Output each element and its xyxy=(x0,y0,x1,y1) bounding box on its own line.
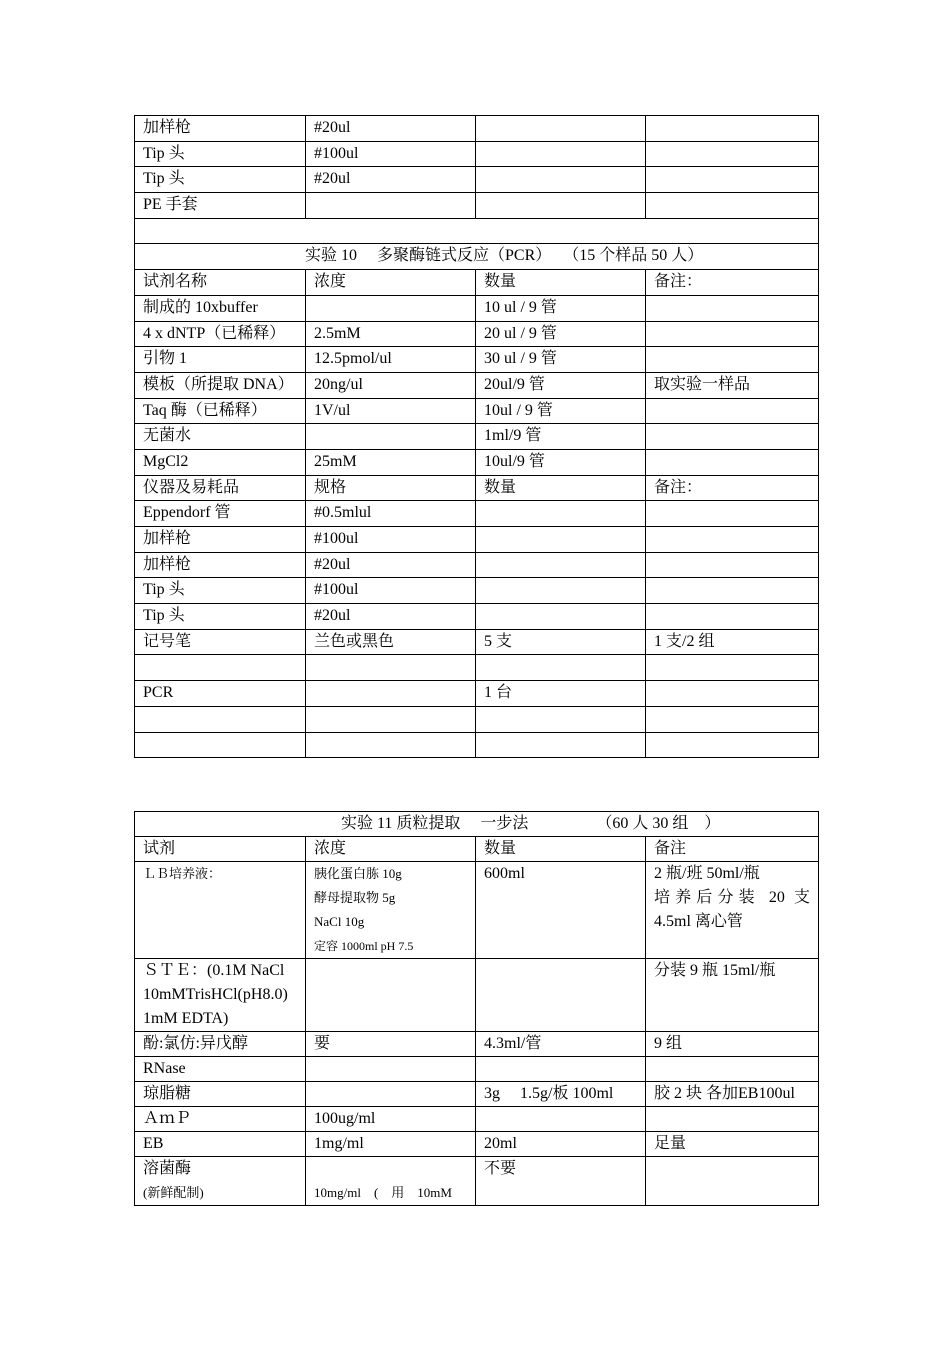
reagent-concentration: 100ug/ml xyxy=(306,1107,476,1132)
reagent-quantity xyxy=(476,959,646,1032)
table-cell: 1ml/9 管 xyxy=(476,424,646,450)
table-cell xyxy=(646,706,819,732)
reagent-name: ＬＢ培养液： xyxy=(135,862,306,959)
experiment-title: 实验 11 质粒提取 一步法 （60 人 30 组 ） xyxy=(135,812,819,837)
table-cell xyxy=(646,655,819,681)
table-cell xyxy=(646,167,819,193)
table-header-row xyxy=(135,475,819,501)
header-cell: 试剂 xyxy=(135,837,306,862)
table-cell: #20ul xyxy=(306,167,476,193)
reagent-quantity: 不要 xyxy=(476,1157,646,1206)
table-cell: 无菌水 xyxy=(135,424,306,450)
table-cell xyxy=(646,578,819,604)
header-cell: 数量 xyxy=(476,270,646,296)
reagent-name xyxy=(135,1157,306,1206)
reagent-name: EB xyxy=(135,1132,306,1157)
table-cell: 2.5mM xyxy=(306,321,476,347)
table-cell: 1 支/2 组 xyxy=(646,629,819,655)
reagent-note xyxy=(646,862,819,959)
table-cell: 12.5pmol/ul xyxy=(306,347,476,373)
reagent-name: 琼脂糖 xyxy=(135,1082,306,1107)
reagent-concentration xyxy=(306,1082,476,1107)
table-cell xyxy=(135,732,306,758)
table-row xyxy=(135,629,819,655)
table-cell: Tip 头 xyxy=(135,141,306,167)
table-cell: PCR xyxy=(135,681,306,707)
table-cell: 制成的 10xbuffer xyxy=(135,295,306,321)
table-cell: 20ul/9 管 xyxy=(476,372,646,398)
table-cell xyxy=(476,527,646,553)
reagent-note: 分装 9 瓶 15ml/瓶 xyxy=(646,959,819,1032)
reagent-quantity: 3g 1.5g/板 100ml xyxy=(476,1082,646,1107)
table-cell: 加样枪 xyxy=(135,552,306,578)
table-cell: #100ul xyxy=(306,527,476,553)
lb-conc-line: 胰化蛋白胨 10g xyxy=(314,866,402,881)
table-row xyxy=(135,604,819,630)
table-cell xyxy=(135,706,306,732)
reagent-quantity xyxy=(476,1107,646,1132)
table-cell xyxy=(135,655,306,681)
table-cell xyxy=(476,655,646,681)
lb-conc-line: 定容 1000ml pH 7.5 xyxy=(314,939,414,953)
table-cell: MgCl2 xyxy=(135,449,306,475)
table-row xyxy=(135,193,819,219)
table-cell xyxy=(476,578,646,604)
table-row xyxy=(135,706,819,732)
lb-note-line: 2 瓶/班 50ml/瓶 xyxy=(654,865,760,882)
table-row xyxy=(135,812,819,837)
reagent-note: 胶 2 块 各加EB100ul xyxy=(646,1082,819,1107)
table-cell xyxy=(476,706,646,732)
table-cell xyxy=(306,681,476,707)
table-cell xyxy=(476,167,646,193)
table-cell xyxy=(306,655,476,681)
table-cell xyxy=(306,295,476,321)
table-row xyxy=(135,732,819,758)
table-cell: 10ul/9 管 xyxy=(476,449,646,475)
reagent-note xyxy=(646,1157,819,1206)
ste-name-line: ＳＴＥ：(0.1M NaCl xyxy=(143,962,285,979)
table-cell: 兰色或黑色 xyxy=(306,629,476,655)
reagent-concentration xyxy=(306,959,476,1032)
reagent-quantity: 20ml xyxy=(476,1132,646,1157)
table-row xyxy=(135,116,819,142)
table-cell xyxy=(306,424,476,450)
lb-conc-line: 酵母提取物 5g xyxy=(314,890,396,905)
table-cell: Eppendorf 管 xyxy=(135,501,306,527)
table-cell: PE 手套 xyxy=(135,193,306,219)
table-cell xyxy=(646,732,819,758)
table-row xyxy=(135,1032,819,1057)
table-cell xyxy=(476,732,646,758)
header-cell: 规格 xyxy=(306,475,476,501)
table-cell xyxy=(306,706,476,732)
table-row xyxy=(135,167,819,193)
table-row xyxy=(135,681,819,707)
table-cell: 25mM xyxy=(306,449,476,475)
table-row xyxy=(135,141,819,167)
table-row xyxy=(135,1057,819,1082)
table-cell: #100ul xyxy=(306,141,476,167)
table-cell: 取实验一样品 xyxy=(646,372,819,398)
lysozyme-name-sub: (新鲜配制) xyxy=(143,1185,204,1200)
lb-note-line: 4.5ml 离心管 xyxy=(654,913,743,930)
table-header-row xyxy=(135,270,819,296)
table-row xyxy=(135,655,819,681)
lysozyme-name: 溶菌酶 xyxy=(143,1160,192,1177)
reagent-name: 酚:氯仿:异戊醇 xyxy=(135,1032,306,1057)
header-cell: 仪器及易耗品 xyxy=(135,475,306,501)
table-cell xyxy=(646,552,819,578)
reagent-quantity: 600ml xyxy=(476,862,646,959)
table-cell xyxy=(646,193,819,219)
table-row xyxy=(135,424,819,450)
header-cell: 浓度 xyxy=(306,270,476,296)
table-cell xyxy=(306,193,476,219)
table-cell: 20 ul / 9 管 xyxy=(476,321,646,347)
header-cell: 数量 xyxy=(476,837,646,862)
table-cell: 4 x dNTP（已稀释） xyxy=(135,321,306,347)
table-row xyxy=(135,372,819,398)
reagent-name xyxy=(135,959,306,1032)
table-row xyxy=(135,398,819,424)
header-cell: 试剂名称 xyxy=(135,270,306,296)
header-cell: 备注： xyxy=(646,475,819,501)
table-cell: Tip 头 xyxy=(135,578,306,604)
table-cell xyxy=(646,449,819,475)
reagent-name: ＡｍＰ xyxy=(135,1107,306,1132)
table-row xyxy=(135,347,819,373)
table-cell xyxy=(476,116,646,142)
table-row xyxy=(135,578,819,604)
ste-name-line: 10mMTrisHCl(pH8.0) xyxy=(143,986,288,1003)
table-cell: 1V/ul xyxy=(306,398,476,424)
table-cell: 加样枪 xyxy=(135,116,306,142)
header-cell: 备注 xyxy=(646,837,819,862)
table-row xyxy=(135,552,819,578)
table-row xyxy=(135,1107,819,1132)
table-row xyxy=(135,295,819,321)
table-cell: 20ng/ul xyxy=(306,372,476,398)
table-cell xyxy=(476,193,646,219)
table-cell: 1 台 xyxy=(476,681,646,707)
table-cell xyxy=(646,398,819,424)
table-cell: 模板（所提取 DNA） xyxy=(135,372,306,398)
header-cell: 备注： xyxy=(646,270,819,296)
reagent-name: RNase xyxy=(135,1057,306,1082)
header-cell: 浓度 xyxy=(306,837,476,862)
table-cell: 记号笔 xyxy=(135,629,306,655)
table-cell xyxy=(646,321,819,347)
reagent-note: 足量 xyxy=(646,1132,819,1157)
table-row-lb xyxy=(135,862,819,959)
table-cell: #20ul xyxy=(306,604,476,630)
table-row-lysozyme xyxy=(135,1157,819,1206)
lb-conc-line: NaCl 10g xyxy=(314,914,365,929)
table-cell: 10 ul / 9 管 xyxy=(476,295,646,321)
reagent-concentration xyxy=(306,862,476,959)
table-cell xyxy=(646,604,819,630)
table-experiment-10 xyxy=(134,115,819,758)
table-header-row xyxy=(135,837,819,862)
table-row xyxy=(135,501,819,527)
blank-cell xyxy=(135,218,819,244)
table-row xyxy=(135,1132,819,1157)
table-cell: 加样枪 xyxy=(135,527,306,553)
table-cell xyxy=(476,604,646,630)
experiment-title-row xyxy=(135,244,819,270)
reagent-note: 9 组 xyxy=(646,1032,819,1057)
ste-name-line: 1mM EDTA) xyxy=(143,1010,229,1027)
table-cell: #0.5mlul xyxy=(306,501,476,527)
table-cell xyxy=(646,347,819,373)
table-cell xyxy=(646,501,819,527)
reagent-quantity: 4.3ml/管 xyxy=(476,1032,646,1057)
reagent-concentration: 1mg/ml xyxy=(306,1132,476,1157)
table-row-ste xyxy=(135,959,819,1032)
experiment-title: 实验 10 多聚酶链式反应（PCR） （15 个样品 50 人） xyxy=(135,244,819,270)
table-row xyxy=(135,321,819,347)
table-cell xyxy=(646,527,819,553)
table-cell: #20ul xyxy=(306,552,476,578)
blank-row xyxy=(135,218,819,244)
table-cell: Taq 酶（已稀释） xyxy=(135,398,306,424)
table-cell xyxy=(646,295,819,321)
table-cell xyxy=(476,552,646,578)
table-row xyxy=(135,527,819,553)
table-cell xyxy=(646,681,819,707)
table-experiment-11 xyxy=(134,811,819,1206)
table-cell: 30 ul / 9 管 xyxy=(476,347,646,373)
table-cell: #100ul xyxy=(306,578,476,604)
table-row xyxy=(135,1082,819,1107)
table-row xyxy=(135,449,819,475)
table-cell: #20ul xyxy=(306,116,476,142)
table-cell: 引物 1 xyxy=(135,347,306,373)
table-cell xyxy=(476,141,646,167)
table-cell: Tip 头 xyxy=(135,604,306,630)
header-cell: 数量 xyxy=(476,475,646,501)
reagent-note xyxy=(646,1057,819,1082)
lb-note-line: 培养后分装 20 支 xyxy=(654,889,811,906)
reagent-concentration: 10mg/ml ( 用 10mM xyxy=(306,1157,476,1206)
table-cell: 10ul / 9 管 xyxy=(476,398,646,424)
reagent-note xyxy=(646,1107,819,1132)
table-cell xyxy=(646,116,819,142)
table-cell xyxy=(646,424,819,450)
table-cell xyxy=(646,141,819,167)
reagent-quantity xyxy=(476,1057,646,1082)
reagent-concentration: 要 xyxy=(306,1032,476,1057)
table-cell: Tip 头 xyxy=(135,167,306,193)
reagent-concentration xyxy=(306,1057,476,1082)
table-cell xyxy=(306,732,476,758)
table-cell xyxy=(476,501,646,527)
table-cell: 5 支 xyxy=(476,629,646,655)
